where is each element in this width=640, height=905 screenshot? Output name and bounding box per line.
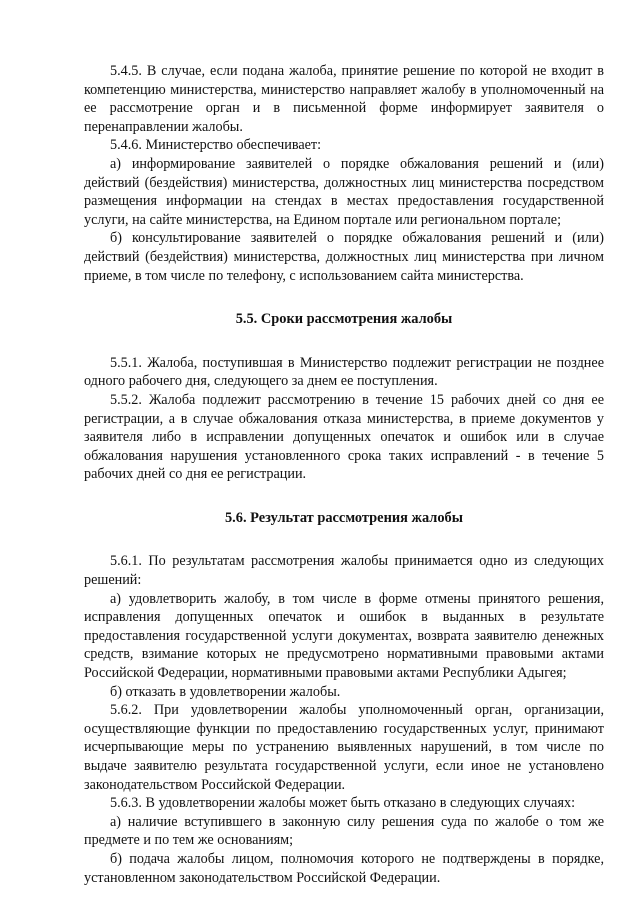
paragraph-5-5-1: 5.5.1. Жалоба, поступившая в Министерство подлежит регистрации не позднее одного рабочего дня, следующего за днем ее поступления. xyxy=(84,354,604,390)
paragraph-5-5-2: 5.5.2. Жалоба подлежит рассмотрению в течение 15 рабочих дней со дня ее регистрации, а в случае обжалования отказа министерства, в приеме документов у заявителя либо в исправлении допущенных опечаток и ошибок или в случае обжалования нарушения установленного срока таких исправлений - в течение 5 рабочих дней со дня ее регистрации. xyxy=(84,391,604,483)
section-heading-5-5: 5.5. Сроки рассмотрения жалобы xyxy=(235,311,453,328)
paragraph-5-6-3-b: б) подача жалобы лицом, полномочия которого не подтверждены в порядке, установленном законодательством Российской Федерации. xyxy=(84,850,604,886)
paragraph-5-6-3: 5.6.3. В удовлетворении жалобы может быть отказано в следующих случаях: xyxy=(110,795,576,812)
document-body xyxy=(84,62,604,887)
paragraph-5-6-3-a: а) наличие вступившего в законную силу решения суда по жалобе о том же предмете и по тем же основаниям; xyxy=(84,813,604,849)
paragraph-5-6-1: 5.6.1. По результатам рассмотрения жалобы принимается одно из следующих решений: xyxy=(84,553,604,589)
paragraph-5-4-6-b: б) консультирование заявителей о порядке обжалования решений и (или) действий (бездействия) министерства, должностных лиц министерства при личном приеме, в том числе по телефону, с использованием сайта министерства. xyxy=(84,230,604,284)
section-heading-5-6: 5.6. Результат рассмотрения жалобы xyxy=(224,509,463,526)
paragraph-5-6-1-a: а) удовлетворить жалобу, в том числе в форме отмены принятого решения, исправления допущенных опечаток и ошибок в выданных в результате предоставления государственной услуги документах, возврата заявителю денежных средств, взимание которых не предусмотрено нормативными правовыми актами Российской Федерации, нормативными правовыми актами Республики Адыгея; xyxy=(84,590,604,682)
paragraph-5-4-6-a: а) информирование заявителей о порядке обжалования решений и (или) действий (бездействия) министерства, должностных лиц министерства посредством размещения информации на стендах в местах предоставления государственной услуги, на сайте министерства, на Едином портале или региональном портале; xyxy=(84,155,604,228)
paragraph-5-4-5: 5.4.5. В случае, если подана жалоба, принятие решение по которой не входит в компетенцию министерства, министерство направляет жалобу в уполномоченный на ее рассмотрение орган и в письменной форме информирует заявителя о перенаправлении жалобы. xyxy=(84,63,604,135)
paragraph-5-6-2: 5.6.2. При удовлетворении жалобы уполномоченный орган, организации, осуществляющие функции по предоставлению государственных услуг, принимают исчерпывающие меры по устранению выявленных нарушений, в том числе по выдаче заявителю результата государственной услуги, если иное не установлено законодательством Российской Федерации. xyxy=(84,702,604,793)
paragraph-5-6-1-b: б) отказать в удовлетворении жалобы. xyxy=(110,683,341,700)
paragraph-5-4-6: 5.4.6. Министерство обеспечивает: xyxy=(110,137,322,154)
